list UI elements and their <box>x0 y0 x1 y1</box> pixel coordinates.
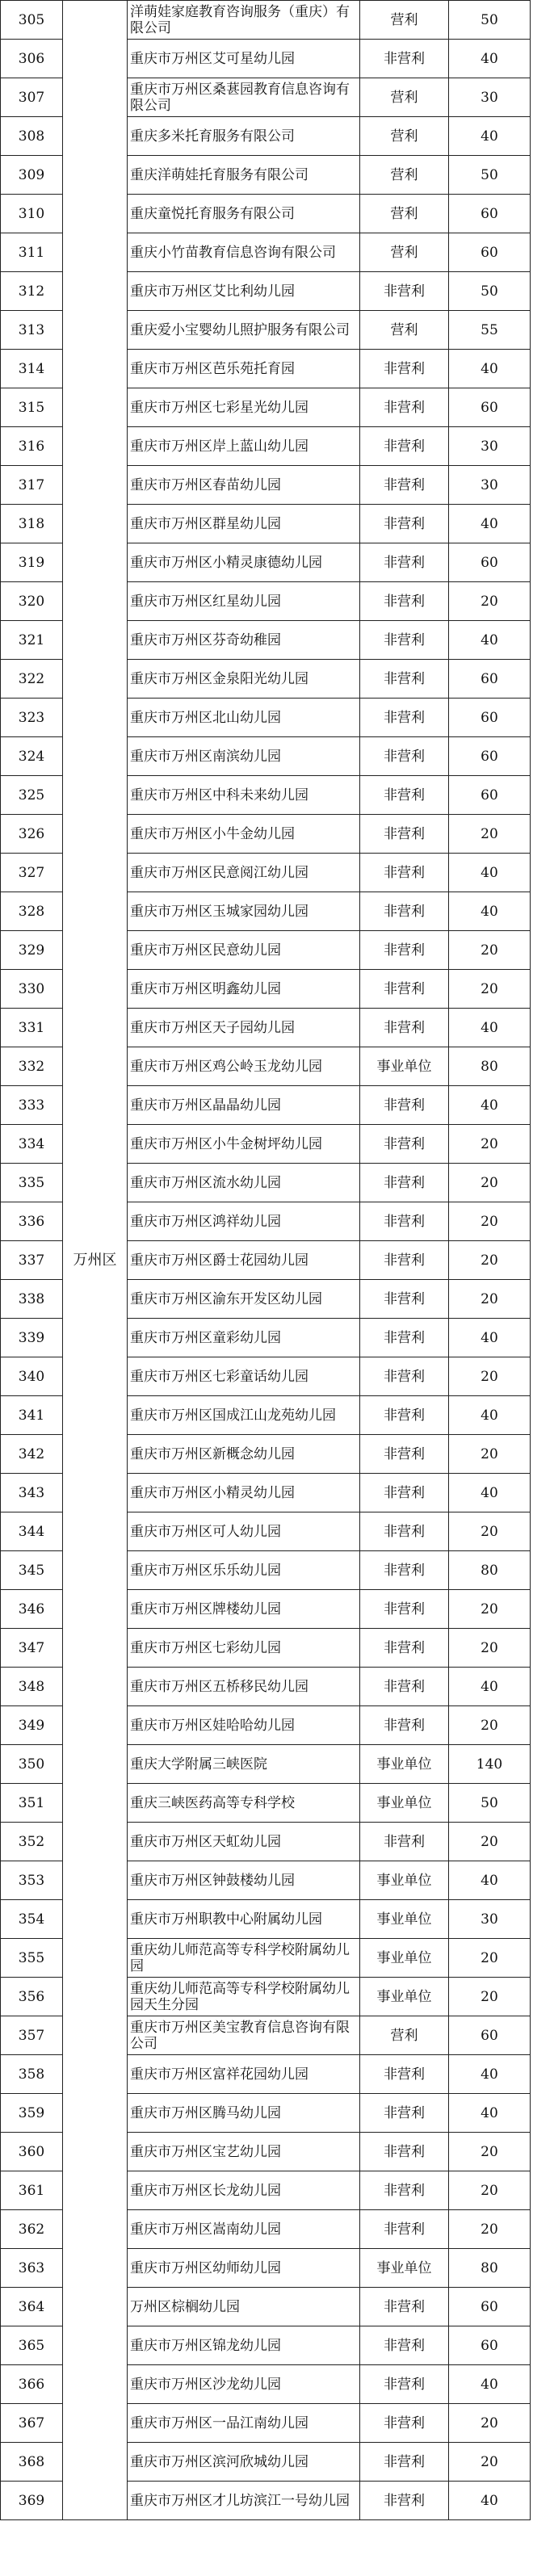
row-number-cell: 308 <box>1 117 63 156</box>
institution-type-cell: 营利 <box>360 2016 449 2055</box>
institution-type-cell: 非营利 <box>360 1629 449 1668</box>
institution-type-cell: 事业单位 <box>360 1745 449 1784</box>
row-number-cell: 350 <box>1 1745 63 1784</box>
capacity-cell: 50 <box>449 1 531 40</box>
capacity-cell: 30 <box>449 1900 531 1939</box>
row-number-cell: 341 <box>1 1396 63 1435</box>
institution-name-cell: 重庆市万州区南滨幼儿园 <box>128 737 360 776</box>
institution-type-cell: 非营利 <box>360 1164 449 1202</box>
institution-type-cell: 非营利 <box>360 2055 449 2094</box>
row-number-cell: 326 <box>1 815 63 854</box>
institution-type-cell: 非营利 <box>360 1590 449 1629</box>
row-number-cell: 312 <box>1 272 63 311</box>
table-body <box>1 1 531 2520</box>
institution-type-cell: 非营利 <box>360 505 449 543</box>
capacity-cell: 40 <box>449 892 531 931</box>
capacity-cell: 60 <box>449 660 531 699</box>
institution-name-cell: 重庆市万州区小精灵康德幼儿园 <box>128 543 360 582</box>
row-number-cell: 321 <box>1 621 63 660</box>
capacity-cell: 30 <box>449 466 531 505</box>
institution-name-cell: 重庆市万州区流水幼儿园 <box>128 1164 360 1202</box>
capacity-cell: 60 <box>449 2016 531 2055</box>
institution-type-cell: 非营利 <box>360 427 449 466</box>
institution-type-cell: 非营利 <box>360 621 449 660</box>
capacity-cell: 20 <box>449 2210 531 2249</box>
capacity-cell: 20 <box>449 1939 531 1978</box>
institution-type-cell: 非营利 <box>360 2171 449 2210</box>
institution-name-cell: 重庆市万州区鸿祥幼儿园 <box>128 1202 360 1241</box>
row-number-cell: 317 <box>1 466 63 505</box>
row-number-cell: 356 <box>1 1978 63 2016</box>
capacity-cell: 40 <box>449 2094 531 2133</box>
row-number-cell: 357 <box>1 2016 63 2055</box>
capacity-cell: 60 <box>449 776 531 815</box>
institution-name-cell: 重庆市万州区嵩南幼儿园 <box>128 2210 360 2249</box>
institution-type-cell: 非营利 <box>360 1280 449 1319</box>
capacity-cell: 30 <box>449 427 531 466</box>
row-number-cell: 342 <box>1 1435 63 1474</box>
capacity-cell: 40 <box>449 117 531 156</box>
capacity-cell: 20 <box>449 2404 531 2443</box>
institution-type-cell: 非营利 <box>360 1551 449 1590</box>
row-number-cell: 363 <box>1 2249 63 2288</box>
institution-name-cell: 重庆市万州职教中心附属幼儿园 <box>128 1900 360 1939</box>
row-number-cell: 340 <box>1 1357 63 1396</box>
institution-type-cell: 非营利 <box>360 2443 449 2482</box>
institution-name-cell: 重庆童悦托育服务有限公司 <box>128 195 360 233</box>
capacity-cell: 60 <box>449 2288 531 2326</box>
capacity-cell: 20 <box>449 815 531 854</box>
row-number-cell: 323 <box>1 699 63 737</box>
row-number-cell: 309 <box>1 156 63 195</box>
institution-type-cell: 非营利 <box>360 1125 449 1164</box>
institution-name-cell: 重庆市万州区芬奇幼稚园 <box>128 621 360 660</box>
institution-type-cell: 非营利 <box>360 1512 449 1551</box>
row-number-cell: 307 <box>1 78 63 117</box>
row-number-cell: 316 <box>1 427 63 466</box>
institution-name-cell: 重庆市万州区锦龙幼儿园 <box>128 2326 360 2365</box>
institution-type-cell: 营利 <box>360 1 449 40</box>
institution-name-cell: 重庆市万州区爵士花园幼儿园 <box>128 1241 360 1280</box>
institution-name-cell: 重庆洋萌娃托育服务有限公司 <box>128 156 360 195</box>
row-number-cell: 349 <box>1 1706 63 1745</box>
institution-type-cell: 非营利 <box>360 2482 449 2520</box>
row-number-cell: 366 <box>1 2365 63 2404</box>
capacity-cell: 20 <box>449 1280 531 1319</box>
institution-name-cell: 洋萌娃家庭教育咨询服务（重庆）有限公司 <box>128 1 360 40</box>
institution-name-cell: 重庆市万州区鸡公岭玉龙幼儿园 <box>128 1047 360 1086</box>
institution-type-cell: 非营利 <box>360 699 449 737</box>
institution-name-cell: 重庆市万州区牌楼幼儿园 <box>128 1590 360 1629</box>
institution-name-cell: 重庆市万州区国成江山龙苑幼儿园 <box>128 1396 360 1435</box>
capacity-cell: 60 <box>449 2326 531 2365</box>
row-number-cell: 368 <box>1 2443 63 2482</box>
institution-name-cell: 重庆市万州区天子园幼儿园 <box>128 1009 360 1047</box>
capacity-cell: 40 <box>449 40 531 78</box>
table-row <box>1 1 531 40</box>
institution-name-cell: 重庆市万州区美宝教育信息咨询有限公司 <box>128 2016 360 2055</box>
institution-name-cell: 重庆市万州区可人幼儿园 <box>128 1512 360 1551</box>
institution-name-cell: 重庆多米托育服务有限公司 <box>128 117 360 156</box>
institution-name-cell: 重庆市万州区乐乐幼儿园 <box>128 1551 360 1590</box>
row-number-cell: 355 <box>1 1939 63 1978</box>
capacity-cell: 40 <box>449 1668 531 1706</box>
row-number-cell: 306 <box>1 40 63 78</box>
institution-type-cell: 非营利 <box>360 776 449 815</box>
institution-name-cell: 重庆市万州区钟鼓楼幼儿园 <box>128 1861 360 1900</box>
institution-name-cell: 重庆市万州区七彩星光幼儿园 <box>128 388 360 427</box>
capacity-cell: 20 <box>449 1706 531 1745</box>
institution-name-cell: 重庆市万州区新概念幼儿园 <box>128 1435 360 1474</box>
capacity-cell: 80 <box>449 2249 531 2288</box>
capacity-cell: 20 <box>449 1629 531 1668</box>
row-number-cell: 318 <box>1 505 63 543</box>
institution-name-cell: 重庆市万州区娃哈哈幼儿园 <box>128 1706 360 1745</box>
row-number-cell: 348 <box>1 1668 63 1706</box>
institution-type-cell: 事业单位 <box>360 2249 449 2288</box>
capacity-cell: 30 <box>449 78 531 117</box>
row-number-cell: 353 <box>1 1861 63 1900</box>
capacity-cell: 140 <box>449 1745 531 1784</box>
capacity-cell: 40 <box>449 854 531 892</box>
institution-name-cell: 重庆市万州区幼师幼儿园 <box>128 2249 360 2288</box>
capacity-cell: 60 <box>449 233 531 272</box>
capacity-cell: 20 <box>449 1823 531 1861</box>
row-number-cell: 345 <box>1 1551 63 1590</box>
row-number-cell: 329 <box>1 931 63 970</box>
institution-type-cell: 非营利 <box>360 466 449 505</box>
row-number-cell: 311 <box>1 233 63 272</box>
row-number-cell: 313 <box>1 311 63 350</box>
institution-name-cell: 重庆市万州区小精灵幼儿园 <box>128 1474 360 1512</box>
capacity-cell: 40 <box>449 1086 531 1125</box>
institution-name-cell: 重庆市万州区金泉阳光幼儿园 <box>128 660 360 699</box>
institution-name-cell: 重庆市万州区群星幼儿园 <box>128 505 360 543</box>
capacity-cell: 40 <box>449 2365 531 2404</box>
capacity-cell: 20 <box>449 1241 531 1280</box>
institution-type-cell: 事业单位 <box>360 1861 449 1900</box>
capacity-cell: 40 <box>449 621 531 660</box>
institution-name-cell: 重庆市万州区北山幼儿园 <box>128 699 360 737</box>
institution-type-cell: 非营利 <box>360 660 449 699</box>
institution-name-cell: 重庆市万州区玉城家园幼儿园 <box>128 892 360 931</box>
institution-type-cell: 非营利 <box>360 931 449 970</box>
capacity-cell: 60 <box>449 737 531 776</box>
row-number-cell: 344 <box>1 1512 63 1551</box>
capacity-cell: 40 <box>449 2055 531 2094</box>
capacity-cell: 40 <box>449 1396 531 1435</box>
institution-name-cell: 重庆市万州区富祥花园幼儿园 <box>128 2055 360 2094</box>
capacity-cell: 40 <box>449 2482 531 2520</box>
institution-type-cell: 非营利 <box>360 815 449 854</box>
institution-name-cell: 重庆市万州区桑葚园教育信息咨询有限公司 <box>128 78 360 117</box>
row-number-cell: 322 <box>1 660 63 699</box>
row-number-cell: 346 <box>1 1590 63 1629</box>
row-number-cell: 362 <box>1 2210 63 2249</box>
row-number-cell: 320 <box>1 582 63 621</box>
row-number-cell: 305 <box>1 1 63 40</box>
capacity-cell: 60 <box>449 699 531 737</box>
capacity-cell: 20 <box>449 1357 531 1396</box>
institution-type-cell: 非营利 <box>360 2365 449 2404</box>
capacity-cell: 40 <box>449 1474 531 1512</box>
institution-type-cell: 事业单位 <box>360 1939 449 1978</box>
institution-name-cell: 重庆市万州区岸上蓝山幼儿园 <box>128 427 360 466</box>
capacity-cell: 20 <box>449 1590 531 1629</box>
institution-name-cell: 重庆小竹苗教育信息咨询有限公司 <box>128 233 360 272</box>
institution-type-cell: 非营利 <box>360 1823 449 1861</box>
institution-name-cell: 重庆市万州区七彩童话幼儿园 <box>128 1357 360 1396</box>
capacity-cell: 20 <box>449 2443 531 2482</box>
institution-name-cell: 重庆市万州区长龙幼儿园 <box>128 2171 360 2210</box>
row-number-cell: 330 <box>1 970 63 1009</box>
institution-name-cell: 万州区棕榈幼儿园 <box>128 2288 360 2326</box>
capacity-cell: 20 <box>449 931 531 970</box>
institution-name-cell: 重庆市万州区艾可星幼儿园 <box>128 40 360 78</box>
row-number-cell: 360 <box>1 2133 63 2171</box>
institution-type-cell: 营利 <box>360 117 449 156</box>
institution-name-cell: 重庆市万州区宝艺幼儿园 <box>128 2133 360 2171</box>
row-number-cell: 359 <box>1 2094 63 2133</box>
row-number-cell: 338 <box>1 1280 63 1319</box>
institution-name-cell: 重庆市万州区天虹幼儿园 <box>128 1823 360 1861</box>
institution-type-cell: 营利 <box>360 156 449 195</box>
institution-type-cell: 非营利 <box>360 388 449 427</box>
institution-type-cell: 非营利 <box>360 2326 449 2365</box>
capacity-cell: 20 <box>449 2171 531 2210</box>
institution-name-cell: 重庆大学附属三峡医院 <box>128 1745 360 1784</box>
institution-type-cell: 非营利 <box>360 1668 449 1706</box>
capacity-cell: 20 <box>449 970 531 1009</box>
capacity-cell: 40 <box>449 1009 531 1047</box>
institution-name-cell: 重庆市万州区才儿坊滨江一号幼儿园 <box>128 2482 360 2520</box>
institution-name-cell: 重庆市万州区渝东开发区幼儿园 <box>128 1280 360 1319</box>
institution-type-cell: 事业单位 <box>360 1047 449 1086</box>
institution-type-cell: 事业单位 <box>360 1978 449 2016</box>
capacity-cell: 50 <box>449 272 531 311</box>
institution-type-cell: 非营利 <box>360 737 449 776</box>
row-number-cell: 347 <box>1 1629 63 1668</box>
institution-type-cell: 非营利 <box>360 2094 449 2133</box>
capacity-cell: 20 <box>449 582 531 621</box>
row-number-cell: 367 <box>1 2404 63 2443</box>
institution-name-cell: 重庆市万州区一品江南幼儿园 <box>128 2404 360 2443</box>
row-number-cell: 339 <box>1 1319 63 1357</box>
row-number-cell: 324 <box>1 737 63 776</box>
capacity-cell: 50 <box>449 1784 531 1823</box>
institution-type-cell: 营利 <box>360 233 449 272</box>
capacity-cell: 40 <box>449 1861 531 1900</box>
institution-type-cell: 非营利 <box>360 1435 449 1474</box>
institution-type-cell: 营利 <box>360 78 449 117</box>
capacity-cell: 20 <box>449 2133 531 2171</box>
institution-type-cell: 事业单位 <box>360 1900 449 1939</box>
capacity-cell: 40 <box>449 350 531 388</box>
institution-name-cell: 重庆市万州区芭乐苑托育园 <box>128 350 360 388</box>
institution-type-cell: 非营利 <box>360 543 449 582</box>
institution-name-cell: 重庆市万州区春苗幼儿园 <box>128 466 360 505</box>
institution-name-cell: 重庆市万州区明鑫幼儿园 <box>128 970 360 1009</box>
row-number-cell: 337 <box>1 1241 63 1280</box>
capacity-cell: 50 <box>449 156 531 195</box>
district-cell: 万州区 <box>63 1 128 2520</box>
institution-name-cell: 重庆市万州区红星幼儿园 <box>128 582 360 621</box>
row-number-cell: 314 <box>1 350 63 388</box>
row-number-cell: 361 <box>1 2171 63 2210</box>
institution-name-cell: 重庆市万州区五桥移民幼儿园 <box>128 1668 360 1706</box>
institution-type-cell: 营利 <box>360 311 449 350</box>
row-number-cell: 364 <box>1 2288 63 2326</box>
row-number-cell: 334 <box>1 1125 63 1164</box>
institution-type-cell: 非营利 <box>360 1357 449 1396</box>
capacity-cell: 80 <box>449 1047 531 1086</box>
row-number-cell: 328 <box>1 892 63 931</box>
institution-type-cell: 事业单位 <box>360 1784 449 1823</box>
institution-type-cell: 非营利 <box>360 40 449 78</box>
institution-type-cell: 非营利 <box>360 1396 449 1435</box>
institution-type-cell: 非营利 <box>360 1474 449 1512</box>
row-number-cell: 358 <box>1 2055 63 2094</box>
capacity-cell: 20 <box>449 1512 531 1551</box>
row-number-cell: 315 <box>1 388 63 427</box>
institution-type-cell: 非营利 <box>360 2133 449 2171</box>
capacity-cell: 40 <box>449 505 531 543</box>
capacity-cell: 55 <box>449 311 531 350</box>
row-number-cell: 351 <box>1 1784 63 1823</box>
institution-name-cell: 重庆市万州区民意阅江幼儿园 <box>128 854 360 892</box>
row-number-cell: 319 <box>1 543 63 582</box>
row-number-cell: 336 <box>1 1202 63 1241</box>
institution-type-cell: 非营利 <box>360 1319 449 1357</box>
capacity-cell: 20 <box>449 1978 531 2016</box>
institution-name-cell: 重庆市万州区小牛金树坪幼儿园 <box>128 1125 360 1164</box>
capacity-cell: 40 <box>449 1319 531 1357</box>
institution-name-cell: 重庆幼儿师范高等专科学校附属幼儿园天生分园 <box>128 1978 360 2016</box>
institution-type-cell: 非营利 <box>360 1086 449 1125</box>
institution-type-cell: 非营利 <box>360 1202 449 1241</box>
institution-name-cell: 重庆市万州区童彩幼儿园 <box>128 1319 360 1357</box>
capacity-cell: 60 <box>449 543 531 582</box>
institution-name-cell: 重庆市万州区中科未来幼儿园 <box>128 776 360 815</box>
institution-type-cell: 非营利 <box>360 272 449 311</box>
institution-type-cell: 非营利 <box>360 892 449 931</box>
institution-type-cell: 非营利 <box>360 1009 449 1047</box>
institution-name-cell: 重庆市万州区沙龙幼儿园 <box>128 2365 360 2404</box>
institution-name-cell: 重庆爱小宝婴幼儿照护服务有限公司 <box>128 311 360 350</box>
institution-name-cell: 重庆市万州区艾比利幼儿园 <box>128 272 360 311</box>
institution-type-cell: 非营利 <box>360 854 449 892</box>
row-number-cell: 327 <box>1 854 63 892</box>
row-number-cell: 369 <box>1 2482 63 2520</box>
institution-type-cell: 非营利 <box>360 582 449 621</box>
institution-type-cell: 非营利 <box>360 350 449 388</box>
institution-type-cell: 非营利 <box>360 2210 449 2249</box>
row-number-cell: 325 <box>1 776 63 815</box>
capacity-cell: 20 <box>449 1202 531 1241</box>
row-number-cell: 365 <box>1 2326 63 2365</box>
institution-type-cell: 非营利 <box>360 1706 449 1745</box>
institution-name-cell: 重庆市万州区滨河欣城幼儿园 <box>128 2443 360 2482</box>
capacity-cell: 20 <box>449 1125 531 1164</box>
institution-name-cell: 重庆三峡医药高等专科学校 <box>128 1784 360 1823</box>
row-number-cell: 352 <box>1 1823 63 1861</box>
institution-type-cell: 非营利 <box>360 1241 449 1280</box>
capacity-cell: 20 <box>449 1435 531 1474</box>
capacity-cell: 20 <box>449 1164 531 1202</box>
institution-name-cell: 重庆市万州区七彩幼儿园 <box>128 1629 360 1668</box>
row-number-cell: 331 <box>1 1009 63 1047</box>
institution-name-cell: 重庆幼儿师范高等专科学校附属幼儿园 <box>128 1939 360 1978</box>
row-number-cell: 332 <box>1 1047 63 1086</box>
institution-type-cell: 非营利 <box>360 2404 449 2443</box>
institution-name-cell: 重庆市万州区腾马幼儿园 <box>128 2094 360 2133</box>
institution-type-cell: 非营利 <box>360 2288 449 2326</box>
row-number-cell: 354 <box>1 1900 63 1939</box>
institution-name-cell: 重庆市万州区晶晶幼儿园 <box>128 1086 360 1125</box>
row-number-cell: 310 <box>1 195 63 233</box>
row-number-cell: 335 <box>1 1164 63 1202</box>
capacity-cell: 60 <box>449 388 531 427</box>
institution-name-cell: 重庆市万州区民意幼儿园 <box>128 931 360 970</box>
institution-name-cell: 重庆市万州区小牛金幼儿园 <box>128 815 360 854</box>
capacity-cell: 60 <box>449 195 531 233</box>
row-number-cell: 333 <box>1 1086 63 1125</box>
row-number-cell: 343 <box>1 1474 63 1512</box>
institution-type-cell: 营利 <box>360 195 449 233</box>
institution-type-cell: 非营利 <box>360 970 449 1009</box>
capacity-cell: 80 <box>449 1551 531 1590</box>
